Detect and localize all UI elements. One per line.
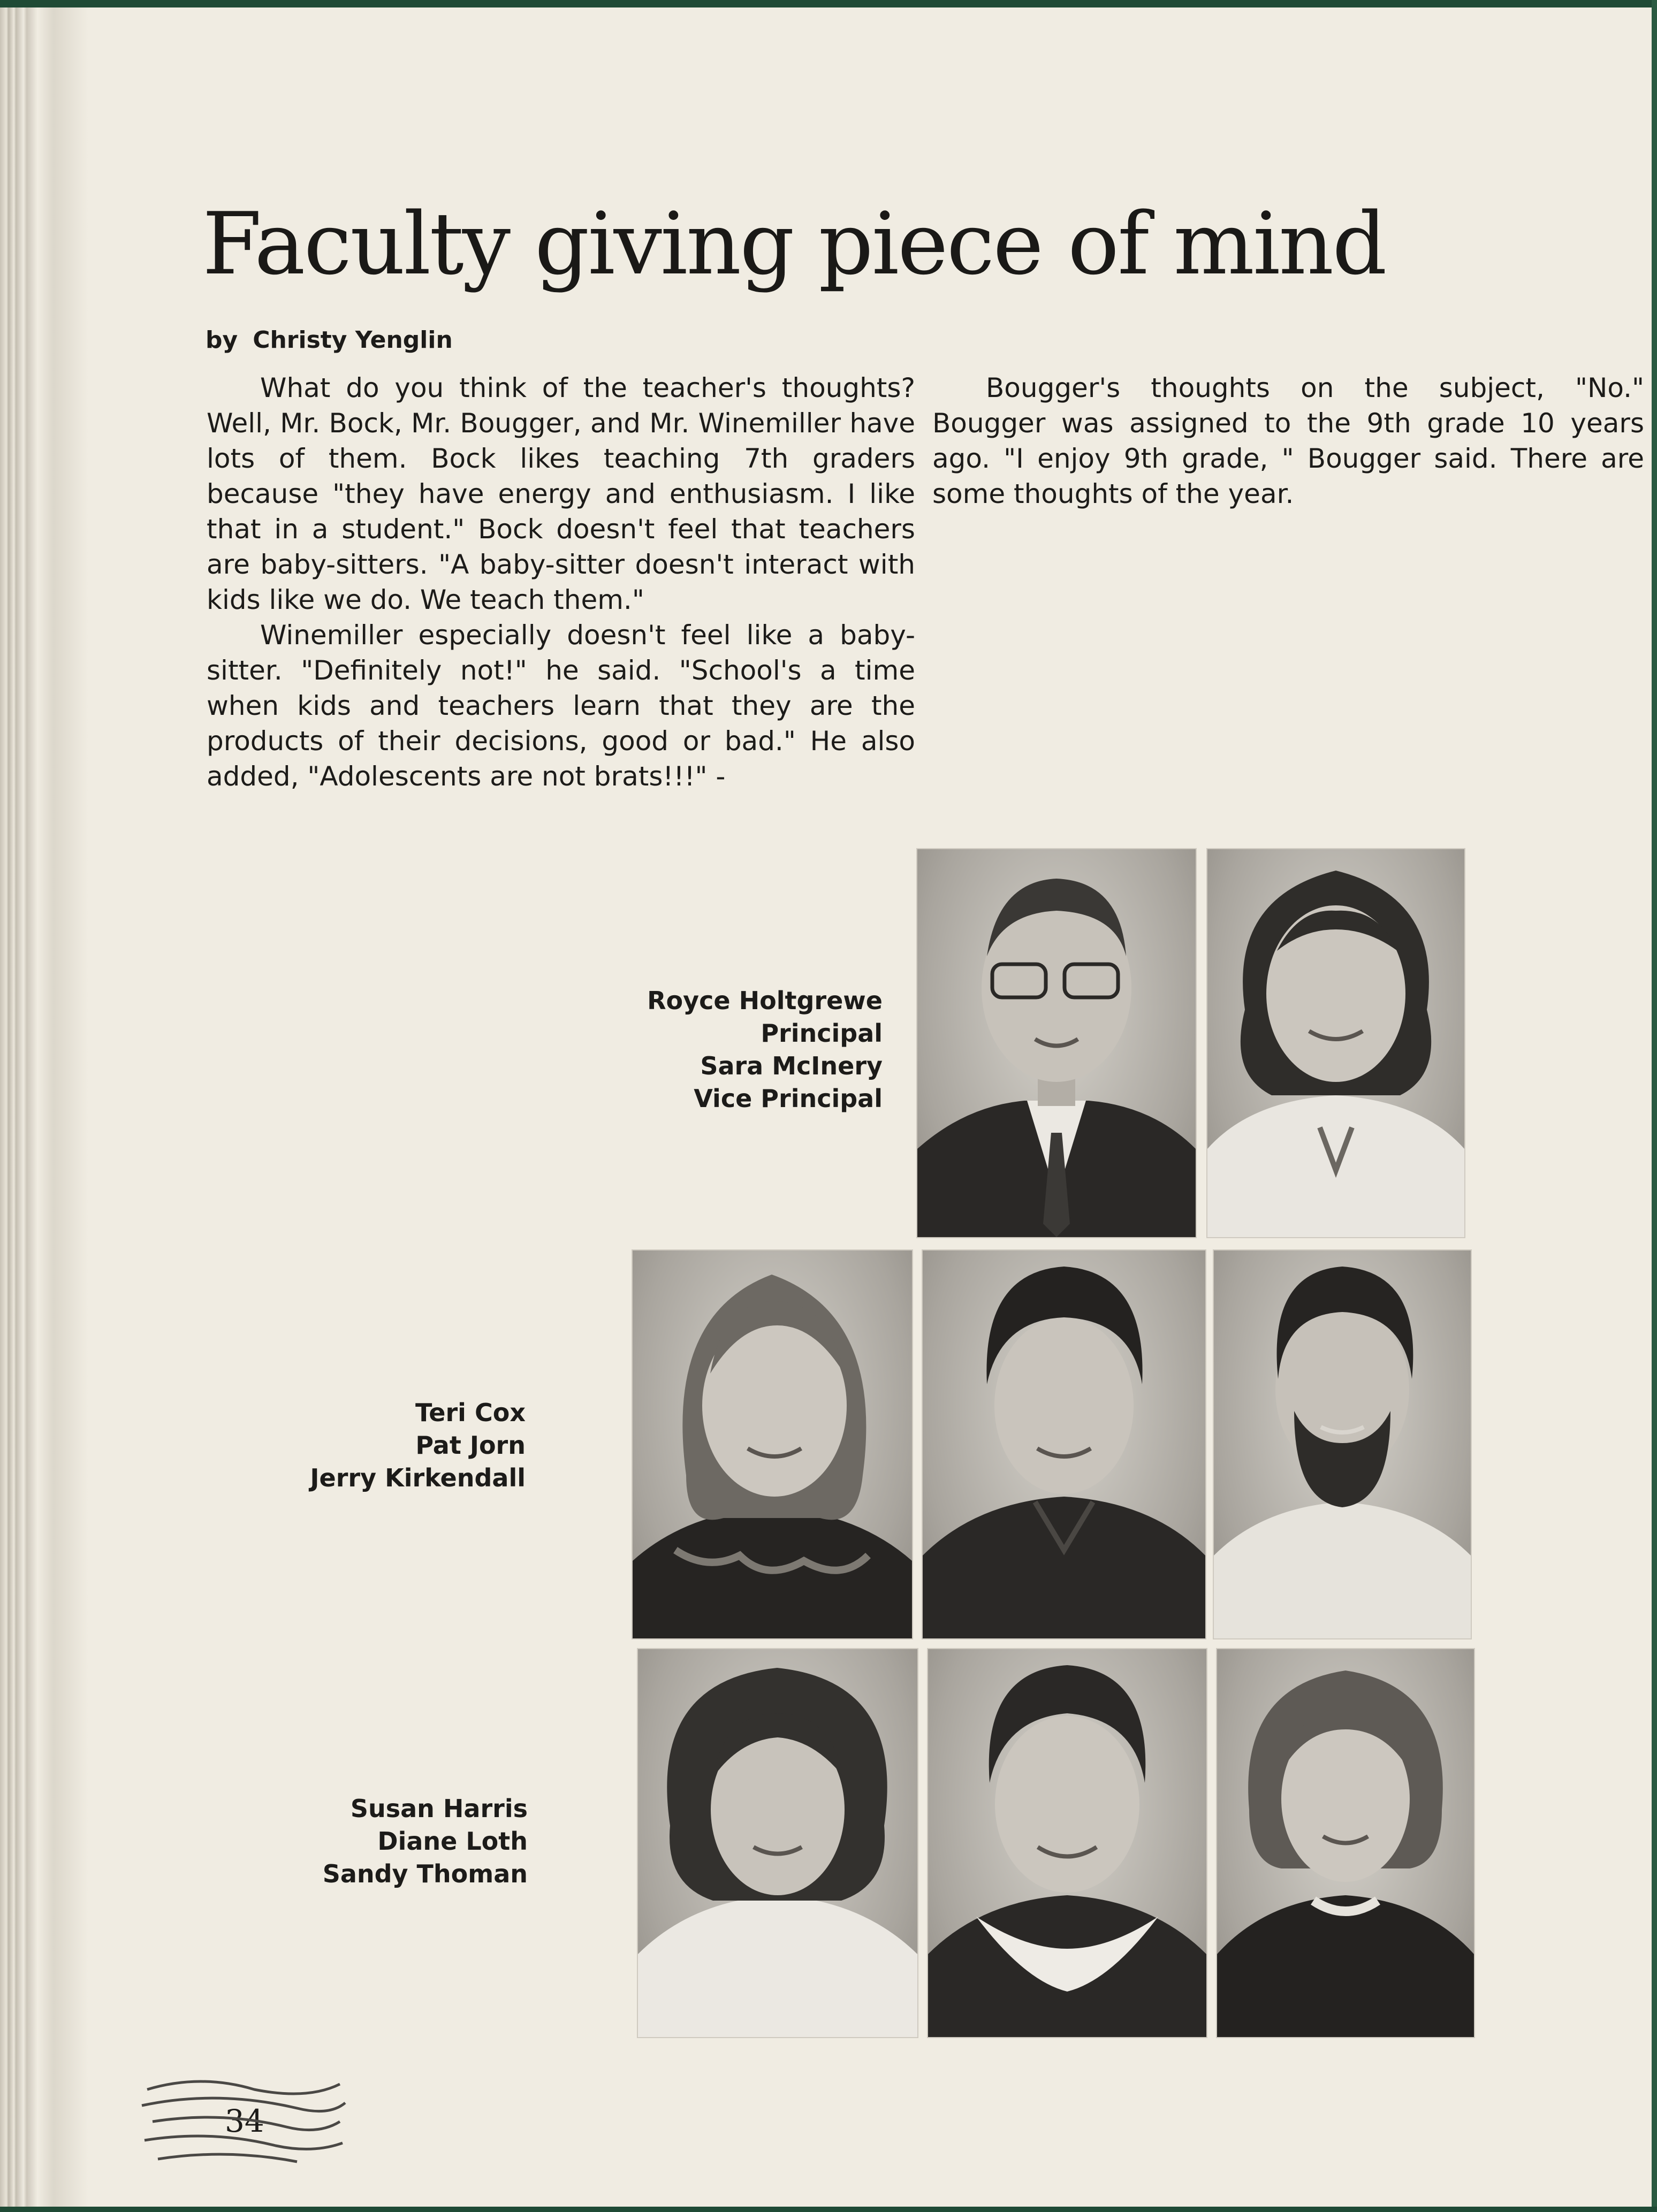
binding-right bbox=[1652, 0, 1657, 2212]
caption-line: Sandy Thoman bbox=[322, 1859, 528, 1888]
caption-row-3 bbox=[323, 1793, 528, 1890]
caption-administrators bbox=[647, 985, 883, 1115]
caption-line: Pat Jorn bbox=[415, 1431, 526, 1460]
portrait-photo bbox=[1206, 848, 1465, 1238]
binding-bottom bbox=[0, 2207, 1657, 2212]
article-title: Faculty giving piece of mind bbox=[202, 194, 1386, 294]
page-edges bbox=[0, 0, 88, 2212]
caption-line: Sara McInery bbox=[700, 1051, 883, 1080]
portrait-photo bbox=[1216, 1648, 1475, 2038]
caption-line: Susan Harris bbox=[350, 1794, 528, 1823]
portrait-photo bbox=[637, 1648, 918, 2038]
portrait-photo bbox=[1213, 1249, 1472, 1639]
caption-line: Diane Loth bbox=[377, 1827, 528, 1856]
paragraph: Bougger's thoughts on the subject, "No." Bougger was assigned to the 9th grade 10 years ago. "I enjoy 9th grade, " Bougger said. There are some thoughts of the year. bbox=[932, 372, 1644, 509]
portrait-photo bbox=[916, 848, 1197, 1238]
caption-line: Principal bbox=[761, 1019, 883, 1048]
caption-line: Jerry Kirkendall bbox=[310, 1463, 526, 1492]
article-column-right bbox=[932, 370, 1644, 512]
portrait-photo bbox=[632, 1249, 913, 1639]
author-name: Christy Yenglin bbox=[253, 326, 453, 354]
caption-line: Vice Principal bbox=[694, 1084, 883, 1113]
caption-line: Royce Holtgrewe bbox=[647, 986, 883, 1015]
byline bbox=[206, 326, 453, 354]
pen-scribble bbox=[136, 2068, 351, 2170]
paragraph: What do you think of the teacher's thoughts? Well, Mr. Bock, Mr. Bougger, and Mr. Winemiller have lots of them. Bock likes teaching 7th graders because "they have energy and enthusiasm. I like that in a student." Bock doesn't feel that teachers are baby-sitters. "A baby-sitter doesn't interact with kids like we do. We teach them." bbox=[207, 372, 915, 615]
article-column-left bbox=[207, 370, 915, 794]
binding-top bbox=[0, 0, 1657, 7]
portrait-photo bbox=[922, 1249, 1206, 1639]
byline-prefix: by bbox=[206, 326, 238, 354]
page-number: 34 bbox=[225, 2103, 264, 2139]
portrait-photo bbox=[927, 1648, 1207, 2038]
caption-row-2 bbox=[310, 1397, 526, 1494]
paragraph: Winemiller especially doesn't feel like a baby-sitter. "Definitely not!" he said. "School's a time when kids and teachers learn that they are the products of their decisions, good or bad." He also added, "Adolescents are not brats!!!" - bbox=[207, 620, 915, 792]
caption-line: Teri Cox bbox=[415, 1398, 526, 1427]
